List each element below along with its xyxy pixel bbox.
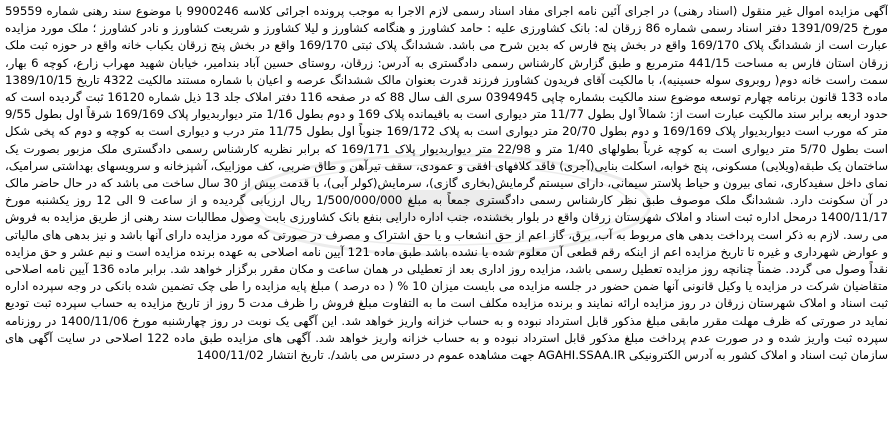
auction-notice-body: آگهی مزایده اموال غیر منقول (اسناد رهنی) در اجرای آئین نامه اجرای مفاد اسناد رسمی لازم الاجرا به موجب پرونده اجرائی کلاسه 9900246 با موضوع سند رهنی شماره 59559 مورخ 1391/09/25 دفتر اسناد رسمی شماره 86 زرقان له: بانک کشاورزی علیه : حامد کشاورز و هنگامه کشاورز و لیلا کشاورز و شریعت کشاورز و نادر کشاورز ؛ ملک مورد مزایده عبارت است از ششدانگ پلاک 169/170 واقع در بخش پنج فارس که بدین شرح می باشد. ششدانگ پلاک ثبتی 169/170 واقع در بخش پنج زرقان یکباب خانه واقع در حوزه ثبت ملک زرقان استان فارس به مساحت 441/15 مترمربع و طبق گزارش کارشناس رسمی دادگستری به آدرس: زرقان، روستای حسین آباد بندامیر، خیابان شهید مهراب زارع، کوچه 6 بهار، سمت راست خانه دوم( روبروی سوله حسینیه)، با مالکیت آقای فریدون کشاورز فرزند قدرت بعنوان مالک ششدانگ عرصه و اعیان با شماره مستند مالکیت 4322 تاریخ 1389/10/15 ماده 133 قانون برنامه چهارم توسعه موضوع سند مالکیت بشماره چاپی 0394945 سری الف سال 88 که در صفحه 116 دفتر املاک جلد 13 ذیل شماره 16120 ثبت گردیده است که حدود اربعه برابر سند مالکیت عبارت است از: شمالاً اول بطول 11/77 متر دیواری است به باقیمانده پلاک 169 و دوم بطول 1/16 متر دیواربدیوار پلاک 169/169 شرقاً اول بطول 9/55 متر که مورب است دیواربدیوار پلاک 169/169 و دوم بطول 20/70 متر دیواری است به پلاک 169/172 جنوباً اول بطول 11/75 متر درب و دیواری است به کوچه و دوم که پخی شکل است بطول 5/70 متر دیواری است به کوچه غرباً بطولهای 1/40 متر و 22/98 متر دیواربدیوار پلاک 169/171 که برابر نظریه کارشناس رسمی دادگستری ملک مزبور بصورت یک ساختمان یک طبقه(ویلایی) مسکونی، پنج خوابه، اسکلت بنایی(آجری) فاقد کلافهای افقی و عمودی، سقف تیرآهن و طاق ضربی، کف موزاییک، آشپزخانه و سرویسهای بهداشتی سرامیک، نمای داخل سفیدکاری، نمای بیرون و حیاط پلاستر سیمانی، دارای سیستم گرمایش(بخاری گازی)، سرمایش(کولر آبی)، با قدمت بیش از 30 سال ساخت می باشد که در حال حاضر مالک در آن سکونت دارد. ششدانگ ملک موصوف طبق نظر کارشناس رسمی دادگستری جمعاً به مبلغ 1/500/000/000 ریال ارزیابی گردیده و از ساعت 9 الی 12 روز یکشنبه مورخ 1400/11/17 درمحل اداره ثبت اسناد و املاک شهرستان زرقان واقع در بلوار بخشنده، جنب اداره دارایی بنفع بانک کشاورزی بابت وصول مطالبات سند رهنی از طریق مزایده به فروش می رسد. لازم به ذکر است پرداخت بدهی های مربوط به آب، برق، گاز اعم از حق انشعاب و یا حق اشتراک و مصرف در صورتی که مورد مزایده دارای آنها باشد و نیز بدهی های مالیاتی و عوارض شهرداری و غیره تا تاریخ مزایده اعم از اینکه رقم قطعی آن معلوم شده یا نشده باشد طبق ماده 121 آیین نامه اصلاحی به عهده برنده مزایده است و نیم عشر و حق مزایده نقداً وصول می گردد. ضمناً چنانچه روز مزایده تعطیل رسمی باشد، مزایده روز اداری بعد از تعطیلی در همان ساعت و مکان مقرر برگزار خواهد شد. برابر ماده 136 آیین نامه اصلاحی متقاضیان شرکت در مزایده یا وکیل قانونی آنها ضمن حضور در جلسه مزایده می بایست میزان 10 % ( ده درصد ) مبلغ پایه مزایده را طی چک تضمین شده بانکی در وجه سپرده اداره ثبت اسناد و املاک شهرستان زرقان در روز مزایده ارائه نمایند و برنده مزایده مکلف است ما به التفاوت مبلغ فروش را ظرف مدت 5 روز از تاریخ مزایده به حساب سپرده ثبت تودیع نماید در صورتی که ظرف مهلت مقرر مابقی مبلغ مذکور قابل استرداد نبوده و به حساب خزانه واریز خواهد شد. این آگهی یک نوبت در روز چهارشنبه مورخ 1400/11/06 در روزنامه سپرده ثبت واریز شده و در صورت عدم پرداخت مبلغ مذکور قابل استرداد نبوده و به حساب خزانه واریز خواهد شد. آگهی های مزایده طبق ماده 122 اصلاحی در سایت آگهی های سازمان ثبت اسناد و املاک کشور به آدرس الکترونیکی AGAHI.SSAA.IR جهت مشاهده عموم در دسترس می باشد/. تاریخ انتشار 1400/11/02 [5, 4, 888, 363]
auction-notice-document [5, 3, 888, 429]
